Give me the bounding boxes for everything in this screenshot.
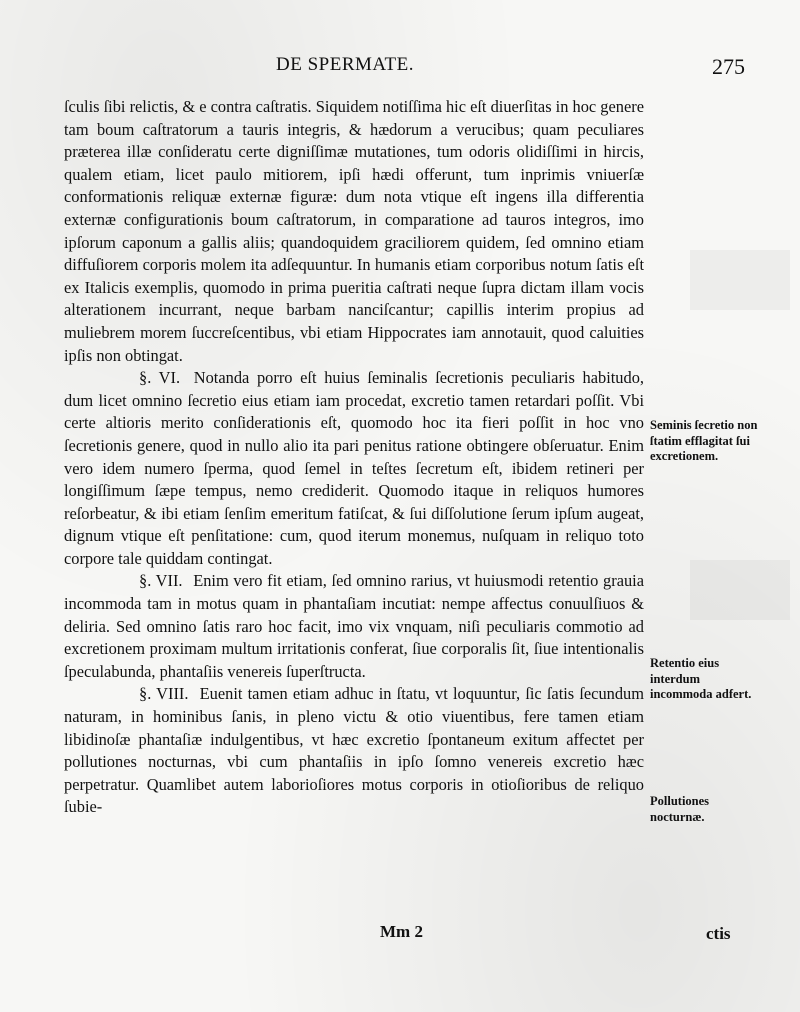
margin-note: Pollutiones nocturnæ. bbox=[650, 794, 710, 824]
main-text bbox=[64, 96, 644, 819]
margin-note: Retentio eius interdum incommoda adfert. bbox=[650, 656, 752, 701]
section-number: §. VI. bbox=[139, 368, 181, 388]
paragraph-section-6 bbox=[64, 367, 644, 570]
paragraph-text: Enim vero fit etiam, ſed omnino rarius, vt huiusmodi retentio grauia incommoda tam in motus quam in phantaſiam incutiat: nempe affectus conuulſiuos & deliria. Sed omnino ſatis raro hoc facit, imo vix vnquam, niſi peculiaris commotio ad excretionem proximam multum irritationis conferat, ſiue corporalis ſit, ſiue intentionalis ſpeculabunda, phantaſiis venereis ſuperſtructa. bbox=[64, 571, 644, 681]
page-number: 275 bbox=[712, 54, 745, 79]
running-title: DE SPERMATE. bbox=[276, 54, 414, 75]
paragraph-text: ſculis ſibi relictis, & e contra caſtratis. Siquidem notiſſima hic eſt diuerſitas in hoc genere tam boum caſtratorum a tauris integris, & hædorum a verucibus; quam peculiares præterea illæ conſideratu certe digniſſimæ mutationes, tum odoris olidiſſimi in hircis, qualem etiam, licet paulo mitiorem, ipſi hædi offerunt, tum inprimis vniuerſæ conformationis reliquæ externæ figuræ: dum nota vtique eſt ingens illa differentia externæ configurationis boum caſtratorum, in comparatione ad tauros integros, imo ipſorum caponum a gallis aliis; quandoquidem graciliorem quidem, ſed omnino etiam diffuſiorem corporis molem ita adſequuntur. In humanis etiam corporibus notum ſatis eſt ex Italicis exemplis, quomodo in prima pueritia caſtrati neque ſupra dictam illam vocis alterationem incurrant, neque barbam nanciſcantur; capillis interim propius ad muliebrem morem ſuccreſcentibus, vbi etiam Hippocrates iam annotauit, quod caluities ipſis non obtingat. bbox=[64, 97, 644, 365]
section-number: §. VII. bbox=[139, 571, 183, 591]
bleed-through-shadow bbox=[690, 560, 790, 620]
paragraph-section-8 bbox=[64, 683, 644, 819]
paragraph-section-7 bbox=[64, 570, 644, 683]
paragraph-continued bbox=[64, 96, 644, 367]
paragraph-text: Euenit tamen etiam adhuc in ſtatu, vt loquuntur, ſic ſatis ſecundum naturam, in hominibus ſanis, in pleno victu & otio viuentibus, fere tamen etiam libidinoſæ phantaſiæ indulgentibus, vt hæc excretio ſpontaneum exitum affectet per pollutiones nocturnas, vbi cum phantaſiis in ipſo ſomno venereis excretio hæc perpetratur. Quamlibet autem laborioſiores motus corporis in otioſioribus de reliquo ſubie- bbox=[64, 684, 644, 817]
paragraph-text: Notanda porro eſt huius ſeminalis ſecretionis peculiaris habitudo, dum licet omnino ſecretio eius etiam iam procedat, excretio tamen retardari poſſit. Vbi certe altioris merito conſiderationis eſt, quomodo hoc ita fieri poſſit in hoc vno ſecretionis genere, quod in nullo alio ita pari penitus ratione obtingere obſeruatur. Enim vero idem numero ſperma, quod ſemel in teſtes ſecretum eſt, ibidem retineri per longiſſimum ſæpe tempus, nemo crediderit. Quomodo itaque in reliquos humores reſorbeatur, & ibi etiam ſenſim emeritum fatiſcat, & ſui diſſolutione ſerum ipſum augeat, dignum vtique eſt penſitatione: cum, quod iterum monemus, nuſquam in reliquo toto corpore tale quiddam contingat. bbox=[64, 368, 644, 568]
bleed-through-shadow bbox=[690, 250, 790, 310]
signature-mark: Mm 2 bbox=[380, 922, 423, 941]
section-number: §. VIII. bbox=[139, 684, 189, 704]
margin-note: Seminis ſecretio non ſtatim efflagitat ſui excretionem. bbox=[650, 418, 758, 463]
catchword: ctis bbox=[706, 924, 731, 943]
